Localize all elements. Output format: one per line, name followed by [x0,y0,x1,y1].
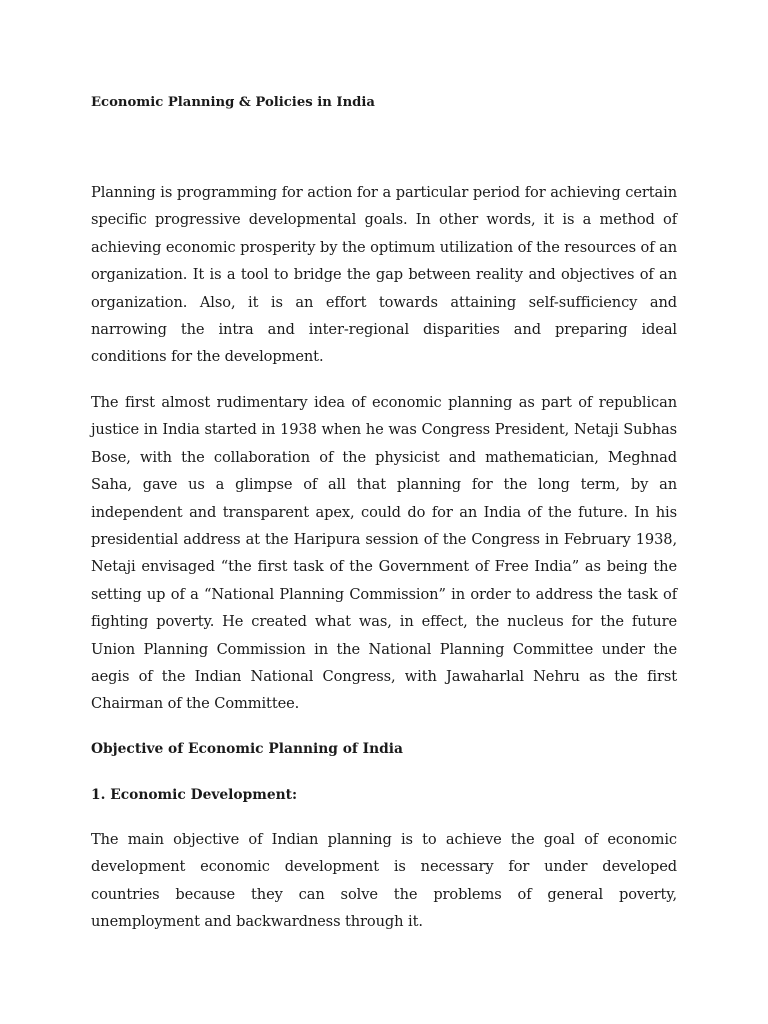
objective-heading: Objective of Economic Planning of India [91,741,403,757]
economic-development-paragraph: The main objective of Indian planning is to achieve the goal of economic development economic development is necessary for under developed countries because they can solve the problems of general poverty, unemployment and backwardness through it. [91,831,677,931]
economic-development-heading: 1. Economic Development: [91,787,298,803]
intro-paragraph: Planning is programming for action for a particular period for achieving certain specific progressive developmental goals. In other words, it is a method of achieving economic prosperity by the optimum utilization of the resources of an organization. It is a tool to bridge the gap between reality and objectives of an organization. Also, it is an effort towards attaining self-sufficiency and narrowing the intra and inter-regional disparities and preparing ideal conditions for the development. [91,184,677,366]
document-title: Economic Planning & Policies in India [91,95,375,110]
history-paragraph: The first almost rudimentary idea of economic planning as part of republican justice in India started in 1938 when he was Congress President, Netaji Subhas Bose, with the collaboration of the physicist and mathematician, Meghnad Saha, gave us a glimpse of all that planning for the long term, by an independent and transparent apex, could do for an India of the future. In his presidential address at the Haripura session of the Congress in February 1938, Netaji envisaged “the first task of the Government of Free India” as being the setting up of a “National Planning Commission” in order to address the task of fighting poverty. He created what was, in effect, the nucleus for the future Union Planning Commission in the National Planning Committee under the aegis of the Indian National Congress, with Jawaharlal Nehru as the first Chairman of the Committee. [91,394,677,713]
